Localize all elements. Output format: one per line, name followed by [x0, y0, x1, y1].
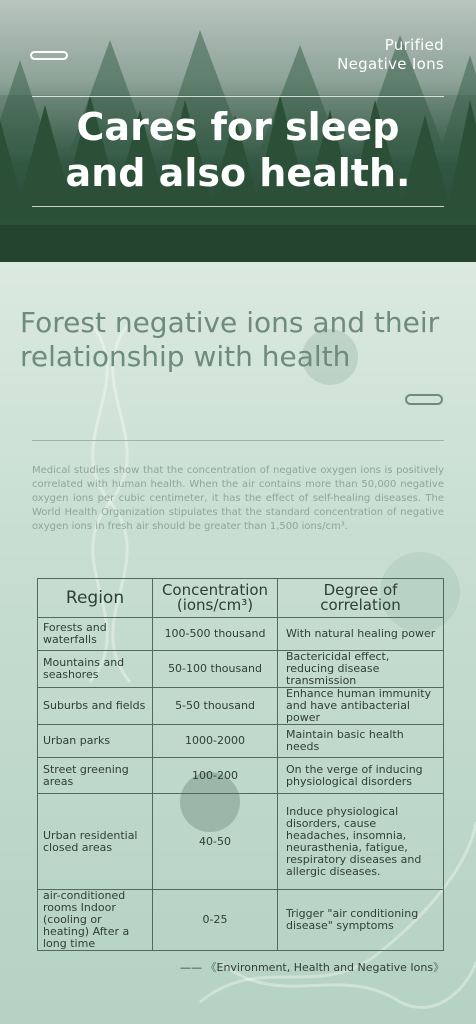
decorative-pill: [405, 394, 443, 405]
cell-region: Urban parks: [38, 725, 153, 758]
cell-concentration: 50-100 thousand: [168, 662, 262, 675]
hero-tag: [337, 36, 444, 74]
section-title: Forest negative ions and their relationship with health: [20, 306, 440, 373]
cell-correlation: Induce physiological disorders, cause headaches, insomnia, neurasthenia, fatigue, respiratory diseases and allergic diseases.: [278, 794, 444, 890]
source-citation: —— 《Environment, Health and Negative Ions》: [180, 961, 445, 974]
cell-region: Street greening areas: [38, 758, 153, 794]
content-panel: [0, 262, 476, 1024]
table-row: [38, 725, 444, 758]
cell-region: air-conditioned rooms Indoor (cooling or heating) After a long time: [38, 890, 153, 951]
cell-region: Urban residential closed areas: [38, 794, 153, 890]
hero-divider-bottom: [32, 206, 444, 207]
table-row: [38, 758, 444, 794]
cell-correlation: On the verge of inducing physiological disorders: [278, 758, 444, 794]
cell-concentration: 1000-2000: [185, 734, 245, 747]
header-correlation: Degree of correlation: [278, 579, 444, 618]
header-concentration: Concentration (ions/cm³): [153, 579, 278, 618]
cell-correlation: With natural healing power: [278, 618, 444, 651]
cell-concentration: 5-50 thousand: [175, 699, 255, 712]
intro-paragraph: Medical studies show that the concentration of negative oxygen ions is positively correlated with human health. When the air contains more than 50,000 negative oxygen ions per cubic centimeter, it has the effect of self-healing diseases. The World Health Organization stipulates that the standard concentration of negative oxygen ions in fresh air should be greater than 1,500 ions/cm³.: [32, 465, 444, 532]
cell-concentration: 40-50: [199, 834, 231, 848]
ion-concentration-table: [37, 578, 444, 951]
table-row: [38, 688, 444, 725]
hero-banner: [0, 0, 476, 262]
cell-region: Mountains and seashores: [38, 651, 153, 688]
header-region: Region: [38, 579, 153, 618]
decorative-pill: [30, 51, 68, 60]
table-row: [38, 651, 444, 688]
cell-concentration: 100-200: [192, 768, 238, 782]
cell-region: Suburbs and fields: [38, 688, 153, 725]
cell-correlation: Bactericidal effect, reducing disease transmission: [278, 651, 444, 688]
table-row: [38, 794, 444, 890]
hero-title-line: and also health.: [65, 151, 411, 195]
hero-divider-top: [32, 96, 444, 97]
cell-correlation: Trigger "air conditioning disease" symptoms: [278, 890, 444, 951]
table-row: [38, 890, 444, 951]
cell-concentration: 0-25: [202, 913, 228, 926]
section-divider: [32, 440, 444, 441]
cell-concentration: 100-500 thousand: [164, 627, 266, 640]
hero-tag-line: Negative Ions: [337, 55, 444, 73]
hero-title: [0, 104, 476, 196]
hero-tag-line: Purified: [384, 36, 444, 54]
table-row: [38, 618, 444, 651]
cell-correlation: Maintain basic health needs: [278, 725, 444, 758]
hero-title-line: Cares for sleep: [76, 105, 400, 149]
cell-region: Forests and waterfalls: [38, 618, 153, 651]
cell-correlation: Enhance human immunity and have antibacterial power: [278, 688, 444, 725]
table-header-row: [38, 579, 444, 618]
